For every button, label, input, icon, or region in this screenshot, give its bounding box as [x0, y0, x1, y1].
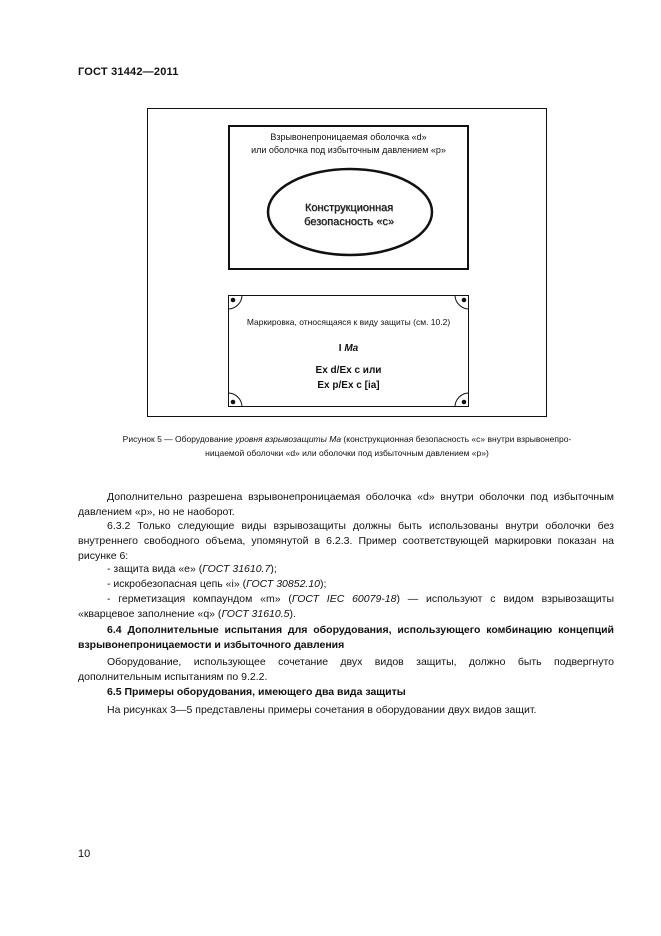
list-text: - искробезопасная цепь «i» ( [107, 578, 247, 590]
paragraph-text: Дополнительно разрешена взрывонепроницаемая оболочка «d» внутри оболочки под избыточным давлением «p», но не наоборот. [78, 491, 614, 518]
plate-level-prefix: I [338, 343, 345, 354]
screw-corner-icon [453, 391, 469, 407]
caption-prefix: Рисунок 5 — Оборудование [122, 434, 236, 444]
list-text: ) — используют с видом взрывозащиты «кварцевое заполнение «q» ( [78, 593, 615, 620]
standard-reference: ГОСТ IEC 60079-18 [291, 593, 397, 605]
list-text: ). [289, 608, 296, 620]
standard-reference: ГОСТ 31610.5 [221, 608, 290, 620]
plate-protection-level [230, 343, 467, 354]
standard-reference: ГОСТ 30852.10 [246, 578, 320, 590]
standard-reference: ГОСТ 31610.7 [202, 563, 271, 575]
plate-level-code: Ma [344, 343, 359, 354]
list-text: - герметизация компаундом «m» ( [107, 593, 292, 605]
body-paragraph-3 [78, 655, 614, 685]
inner-safety-line1: Конструкционная [304, 202, 394, 214]
enclosure-label [230, 131, 467, 157]
caption-italic: уровня взрывозащиты Ma [235, 434, 342, 444]
list-text: ); [320, 578, 327, 590]
screw-corner-icon [453, 295, 469, 311]
list-text: ); [270, 563, 277, 575]
screw-corner-icon [228, 295, 244, 311]
body-paragraph-4 [78, 703, 614, 718]
screw-corner-icon [228, 391, 244, 407]
list-item-3 [78, 592, 614, 622]
list-item-2 [78, 577, 614, 592]
paragraph-text: Оборудование, использующее сочетание двух видов защиты, должно быть подвергнуто дополнительным испытаниям по 9.2.2. [78, 656, 614, 683]
heading-text: 6.5 Примеры оборудования, имеющего два вида защиты [107, 686, 406, 698]
section-6-4-heading [78, 623, 614, 653]
paragraph-text: На рисунках 3—5 представлены примеры сочетания в оборудовании двух видов защит. [107, 704, 537, 716]
section-6-5-heading [78, 685, 614, 700]
heading-text: 6.4 Дополнительные испытания для оборудования, использующего комбинацию концепций взрывонепроницаемости и избыточного давления [78, 624, 614, 651]
body-paragraph-6-3-2 [78, 519, 614, 564]
figure-caption [82, 432, 612, 460]
caption-line2: ницаемой оболочки «d» или оболочки под избыточным давлением «p») [205, 448, 489, 458]
enclosure-label-line2: или оболочка под избыточным давлением «p» [251, 145, 446, 155]
list-text: - защита вида «e» ( [107, 563, 203, 575]
plate-caption: Маркировка, относящаяся к виду защиты (см. 10.2) [246, 317, 451, 327]
page-number: 10 [78, 848, 91, 860]
body-paragraph-1 [78, 490, 614, 520]
plate-marking-line1: Ex d/Ex c или [315, 365, 382, 376]
caption-line1-rest: (конструкционная безопасность «c» внутри взрывонепро- [341, 434, 572, 444]
plate-marking-line2: Ex p/Ex c [ia] [317, 380, 380, 391]
enclosure-label-line1: Взрывонепроницаемая оболочка «d» [270, 132, 427, 142]
inner-safety-line2: безопасность «c» [304, 216, 394, 228]
inner-safety-label [270, 201, 428, 229]
document-header: ГОСТ 31442—2011 [78, 66, 179, 78]
list-item-1 [78, 562, 614, 577]
paragraph-text: 6.3.2 Только следующие виды взрывозащиты должны быть использованы внутри оболочки без внутреннего свободного объема, упомянутой в 6.2.3. Пример соответствующей маркировки показан на рисунке 6: [78, 520, 614, 562]
